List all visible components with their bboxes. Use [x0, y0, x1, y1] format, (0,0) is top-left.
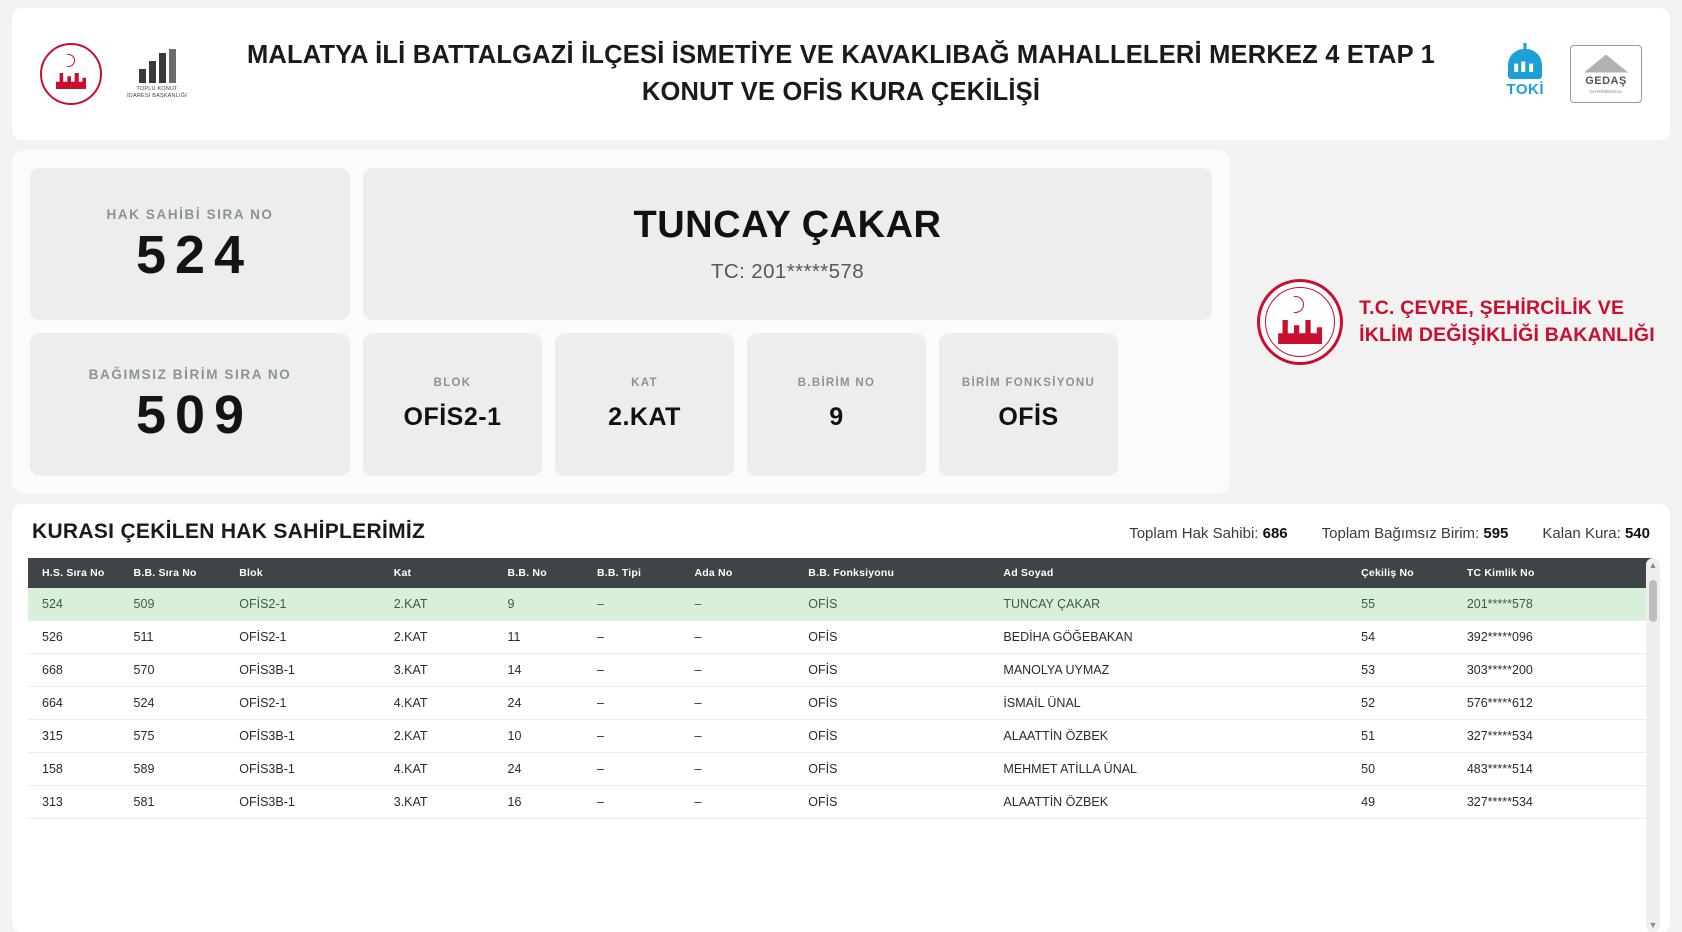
col-header-bb-tipi[interactable]: B.B. Tipi: [589, 558, 687, 588]
cell-hs: 664: [28, 687, 126, 720]
cell-ada: –: [686, 588, 800, 621]
page-header: [12, 8, 1670, 140]
cell-tipi: –: [589, 654, 687, 687]
table-row[interactable]: [28, 720, 1654, 753]
col-header-ada-no[interactable]: Ada No: [686, 558, 800, 588]
birim-fonksiyonu-label: BİRİM FONKSİYONU: [961, 377, 1096, 389]
toki-building-logo-icon: [124, 43, 190, 105]
cell-blok: OFİS2-1: [231, 588, 385, 621]
cell-fonk: OFİS: [800, 753, 995, 786]
col-header-tc-kimlik-no[interactable]: TC Kimlik No: [1459, 558, 1654, 588]
ministry-name-line1: T.C. ÇEVRE, ŞEHİRCİLİK VE: [1359, 296, 1625, 319]
cell-bbno: 10: [500, 720, 589, 753]
table-row[interactable]: [28, 654, 1654, 687]
cell-hs: 524: [28, 588, 126, 621]
results-table-wrap: [28, 558, 1658, 932]
cell-bb: 581: [126, 786, 232, 819]
col-header-kat[interactable]: Kat: [386, 558, 500, 588]
cell-fonk: OFİS: [800, 621, 995, 654]
gedas-label: GEDAŞ: [1585, 74, 1627, 87]
cell-cekilis: 52: [1353, 687, 1459, 720]
blok-box: [363, 333, 542, 476]
ministry-branding: [1242, 150, 1670, 494]
header-logos-left: [40, 43, 230, 105]
cell-bb: 575: [126, 720, 232, 753]
cell-ad-soyad: BEDİHA GÖĞEBAKAN: [995, 621, 1353, 654]
cell-ad-soyad: MEHMET ATİLLA ÜNAL: [995, 753, 1353, 786]
col-header-ad-soyad[interactable]: Ad Soyad: [995, 558, 1353, 588]
page-title: MALATYA İLİ BATTALGAZİ İLÇESİ İSMETİYE VE KAVAKLIBAĞ MAHALLELERİ MERKEZ 4 ETAP 1 KONUT VE OFİS KURA ÇEKİLİŞİ: [246, 41, 1436, 106]
cell-fonk: OFİS: [800, 687, 995, 720]
table-row[interactable]: [28, 588, 1654, 621]
birim-no-value: 9: [829, 403, 844, 431]
scroll-down-icon[interactable]: ▼: [1648, 920, 1658, 930]
cell-bb: 511: [126, 621, 232, 654]
cell-ada: –: [686, 621, 800, 654]
cell-ad-soyad: ALAATTİN ÖZBEK: [995, 786, 1353, 819]
stat-toplam-hak-sahibi-label: Toplam Hak Sahibi:: [1129, 525, 1259, 542]
results-table: [28, 558, 1654, 819]
ministry-emblem-icon: [1257, 279, 1343, 365]
cell-kat: 4.KAT: [386, 687, 500, 720]
cell-hs: 158: [28, 753, 126, 786]
cell-fonk: OFİS: [800, 720, 995, 753]
cell-tipi: –: [589, 720, 687, 753]
cell-bbno: 11: [500, 621, 589, 654]
cell-bb: 589: [126, 753, 232, 786]
gedas-sub-label: GAYRİMENKUL: [1589, 88, 1623, 94]
cell-tipi: –: [589, 786, 687, 819]
table-row[interactable]: [28, 786, 1654, 819]
cell-ad-soyad: TUNCAY ÇAKAR: [995, 588, 1353, 621]
results-table-body: [28, 588, 1654, 819]
cell-bbno: 24: [500, 753, 589, 786]
birim-no-label: B.BİRİM NO: [797, 377, 876, 389]
winner-card-panel: [12, 150, 1230, 494]
cell-blok: OFİS3B-1: [231, 720, 385, 753]
cell-tipi: –: [589, 621, 687, 654]
stat-kalan-kura-value: 540: [1624, 525, 1650, 542]
header-logos-right: [1452, 45, 1642, 103]
cell-ada: –: [686, 786, 800, 819]
cell-kat: 3.KAT: [386, 654, 500, 687]
cell-kat: 2.KAT: [386, 720, 500, 753]
table-scrollbar[interactable]: [1646, 558, 1660, 932]
bagimsiz-birim-sira-no-value: 509: [135, 385, 254, 445]
cell-blok: OFİS2-1: [231, 687, 385, 720]
toki-label: TOKİ: [1506, 81, 1544, 98]
cell-bbno: 14: [500, 654, 589, 687]
cell-kat: 4.KAT: [386, 753, 500, 786]
cell-cekilis: 53: [1353, 654, 1459, 687]
table-header-row: [28, 558, 1654, 588]
cell-cekilis: 54: [1353, 621, 1459, 654]
cell-fonk: OFİS: [800, 786, 995, 819]
cell-tc: 576*****612: [1459, 687, 1654, 720]
col-header-blok[interactable]: Blok: [231, 558, 385, 588]
table-stats: [1129, 525, 1650, 542]
cell-tipi: –: [589, 588, 687, 621]
stat-kalan-kura-label: Kalan Kura:: [1542, 525, 1621, 542]
birim-fonksiyonu-box: [939, 333, 1118, 476]
gedas-logo-icon: [1570, 45, 1642, 103]
cell-tc: 483*****514: [1459, 753, 1654, 786]
kat-value: 2.KAT: [608, 403, 681, 431]
stat-toplam-hak-sahibi-value: 686: [1262, 525, 1288, 542]
hak-sahibi-sira-no-box: [30, 168, 350, 320]
cell-tc: 201*****578: [1459, 588, 1654, 621]
cell-ada: –: [686, 753, 800, 786]
turkish-republic-emblem-icon: [40, 43, 102, 105]
cell-ada: –: [686, 720, 800, 753]
bagimsiz-birim-sira-no-box: [30, 333, 350, 476]
blok-value: OFİS2-1: [403, 403, 502, 431]
cell-tc: 392*****096: [1459, 621, 1654, 654]
stat-kalan-kura: [1542, 525, 1650, 542]
stat-toplam-bagimsiz-birim-value: 595: [1483, 525, 1509, 542]
ministry-name: [1359, 295, 1655, 350]
cell-bb: 570: [126, 654, 232, 687]
winner-name: TUNCAY ÇAKAR: [633, 204, 942, 246]
cell-bb: 524: [126, 687, 232, 720]
cell-ada: –: [686, 687, 800, 720]
cell-blok: OFİS2-1: [231, 621, 385, 654]
cell-bbno: 16: [500, 786, 589, 819]
cell-hs: 526: [28, 621, 126, 654]
cell-cekilis: 55: [1353, 588, 1459, 621]
winner-row-bottom: [30, 333, 1212, 476]
toki-logo-icon: [1506, 49, 1544, 99]
winner-section: [12, 150, 1670, 494]
col-header-bb-sira-no[interactable]: B.B. Sıra No: [126, 558, 232, 588]
cell-cekilis: 51: [1353, 720, 1459, 753]
cell-bbno: 9: [500, 588, 589, 621]
kat-box: [555, 333, 734, 476]
table-header-bar: [28, 520, 1654, 558]
cell-bbno: 24: [500, 687, 589, 720]
cell-fonk: OFİS: [800, 654, 995, 687]
cell-tipi: –: [589, 753, 687, 786]
cell-tc: 303*****200: [1459, 654, 1654, 687]
scroll-up-icon[interactable]: ▲: [1648, 560, 1658, 570]
stat-toplam-bagimsiz-birim-label: Toplam Bağımsız Birim:: [1321, 525, 1480, 542]
cell-hs: 668: [28, 654, 126, 687]
cell-fonk: OFİS: [800, 588, 995, 621]
bagimsiz-birim-sira-no-label: BAĞIMSIZ BİRİM SIRA NO: [88, 367, 292, 382]
table-row[interactable]: [28, 753, 1654, 786]
winner-name-box: [363, 168, 1212, 320]
ministry-name-line2: İKLİM DEĞİŞİKLİĞİ BAKANLIĞI: [1359, 324, 1655, 346]
col-header-bb-no[interactable]: B.B. No: [500, 558, 589, 588]
hak-sahibi-sira-no-label: HAK SAHİBİ SIRA NO: [106, 206, 274, 222]
cell-bb: 509: [126, 588, 232, 621]
cell-tipi: –: [589, 687, 687, 720]
winner-tc: TC: 201*****578: [710, 260, 864, 283]
stat-toplam-hak-sahibi: [1129, 525, 1287, 542]
col-header-bb-fonksiyonu[interactable]: B.B. Fonksiyonu: [800, 558, 995, 588]
cell-kat: 2.KAT: [386, 621, 500, 654]
gov-logo-caption: TOPLU KONUT İDARESİ BAŞKANLIĞI: [127, 85, 187, 99]
cell-kat: 2.KAT: [386, 588, 500, 621]
kat-label: KAT: [631, 377, 658, 389]
cell-cekilis: 49: [1353, 786, 1459, 819]
hak-sahibi-sira-no-value: 524: [135, 224, 254, 285]
cell-tc: 327*****534: [1459, 720, 1654, 753]
stat-toplam-bagimsiz-birim: [1322, 525, 1509, 542]
birim-fonksiyonu-value: OFİS: [998, 403, 1059, 431]
cell-blok: OFİS3B-1: [231, 753, 385, 786]
table-title: KURASI ÇEKİLEN HAK SAHİPLERİMİZ: [32, 520, 426, 543]
results-table-section: [12, 504, 1670, 932]
cell-hs: 315: [28, 720, 126, 753]
col-header-cekilis-no[interactable]: Çekiliş No: [1353, 558, 1459, 588]
winner-row-top: [30, 168, 1212, 320]
cell-cekilis: 50: [1353, 753, 1459, 786]
cell-kat: 3.KAT: [386, 786, 500, 819]
scrollbar-thumb[interactable]: [1649, 580, 1657, 622]
col-header-hs-sira-no[interactable]: H.S. Sıra No: [28, 558, 126, 588]
cell-ad-soyad: ALAATTİN ÖZBEK: [995, 720, 1353, 753]
cell-ad-soyad: İSMAİL ÜNAL: [995, 687, 1353, 720]
cell-hs: 313: [28, 786, 126, 819]
cell-tc: 327*****534: [1459, 786, 1654, 819]
cell-ad-soyad: MANOLYA UYMAZ: [995, 654, 1353, 687]
results-table-head: [28, 558, 1654, 588]
table-row[interactable]: [28, 687, 1654, 720]
table-row[interactable]: [28, 621, 1654, 654]
cell-ada: –: [686, 654, 800, 687]
cell-blok: OFİS3B-1: [231, 654, 385, 687]
cell-blok: OFİS3B-1: [231, 786, 385, 819]
blok-label: BLOK: [433, 377, 472, 389]
birim-no-box: [747, 333, 926, 476]
